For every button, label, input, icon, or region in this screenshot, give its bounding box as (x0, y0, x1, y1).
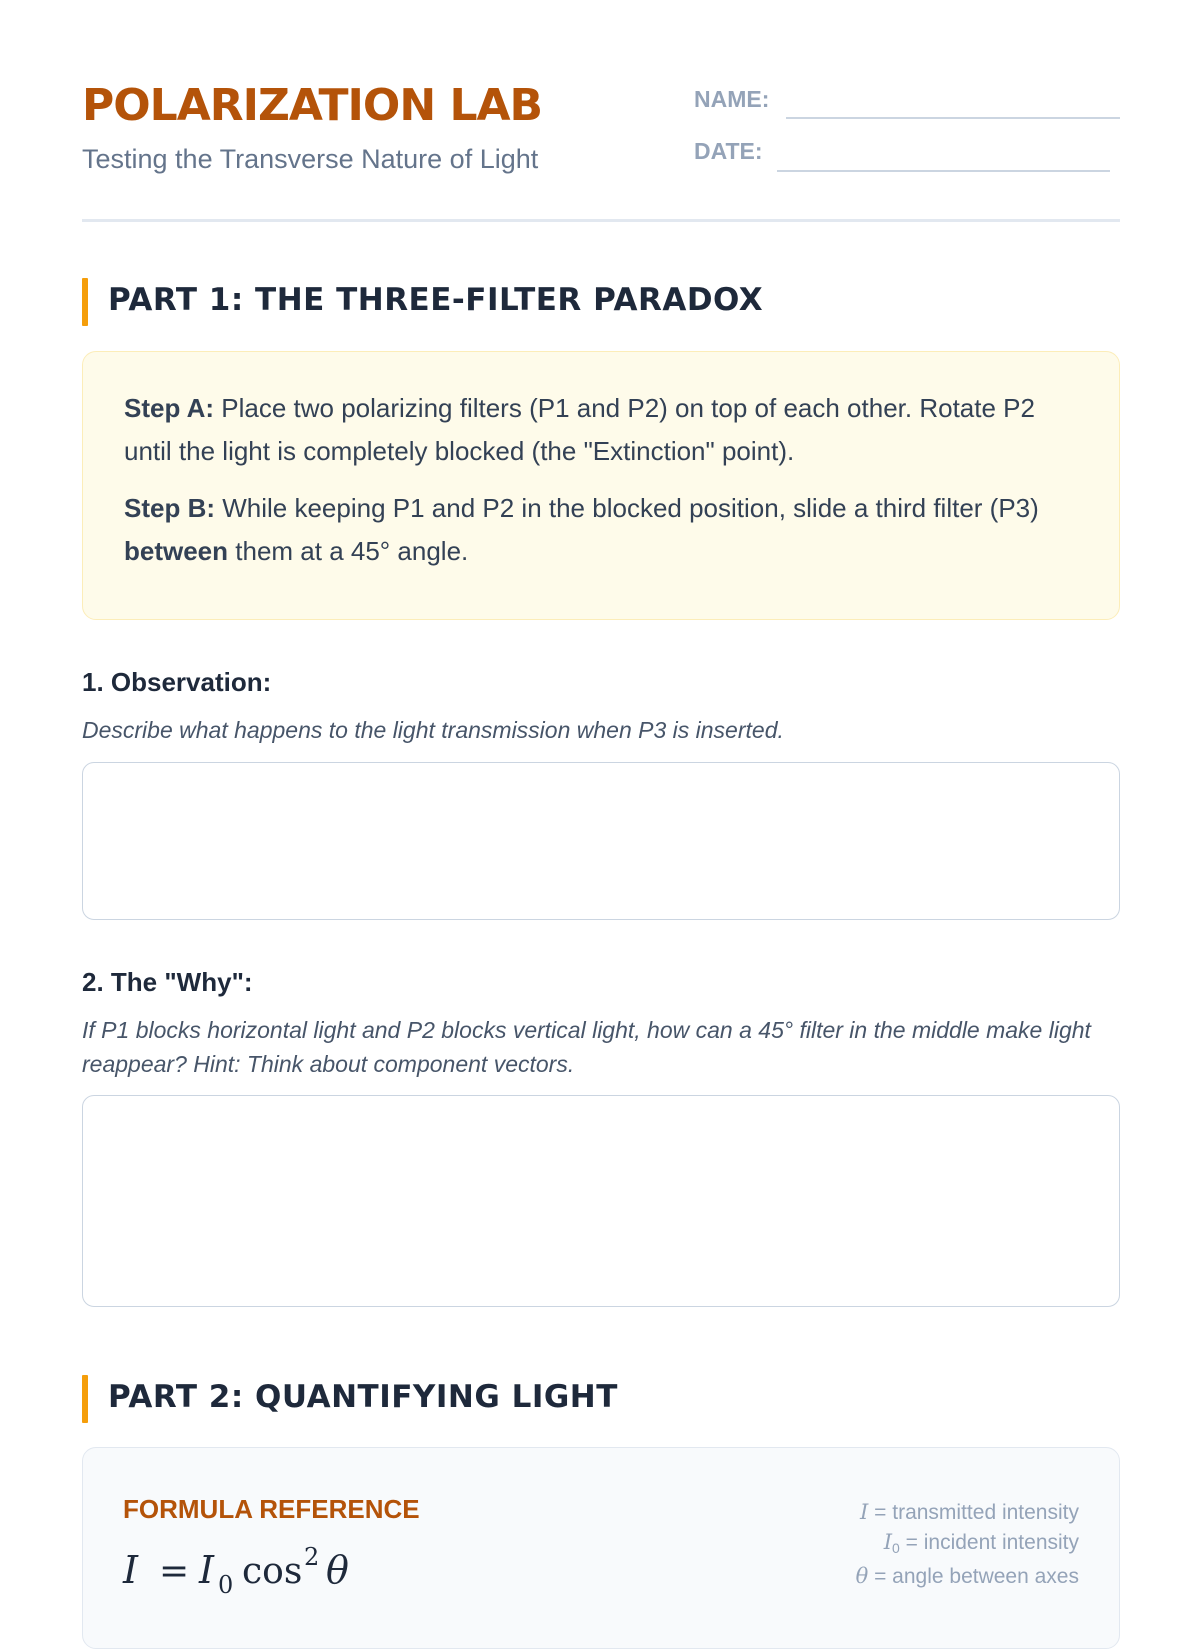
question-2-title: 2. The "Why": (82, 967, 253, 997)
legend-row (759, 1528, 1079, 1563)
question-2-answer-box[interactable] (82, 1095, 1120, 1307)
part1-heading (82, 278, 1120, 326)
part2-heading (82, 1375, 1120, 1423)
name-field[interactable] (786, 117, 1120, 119)
step-b-text-after: them at a 45° angle. (228, 536, 469, 566)
legend-row (759, 1498, 1079, 1528)
question-1-title: 1. Observation: (82, 667, 272, 697)
formula-theta: θ (326, 1548, 349, 1592)
step-b-text-before: While keeping P1 and P2 in the blocked position, slide a third filter (P3) (215, 493, 1039, 523)
question-1-answer-box[interactable] (82, 762, 1120, 920)
legend-symbol: I (860, 1500, 869, 1524)
step-b-label: Step B: (124, 493, 215, 523)
question-2-prompt: If P1 blocks horizontal light and P2 blocks vertical light, how can a 45° filter in the middle make light reappear? Hint: Think about component vectors. (82, 1017, 1091, 1077)
date-field[interactable] (777, 170, 1110, 172)
legend-row (759, 1562, 1079, 1592)
formula-equals: = (159, 1551, 190, 1592)
formula-lhs: I (123, 1548, 139, 1592)
step-a-text: Place two polarizing filters (P1 and P2) on top of each other. Rotate P2 until the light is completely blocked (the "Extinction" point). (124, 393, 1035, 466)
formula-cos: cos (242, 1551, 303, 1592)
formula-reference-box (82, 1447, 1120, 1649)
question-1-prompt: Describe what happens to the light transmission when P3 is inserted. (82, 717, 784, 743)
formula-exponent: 2 (304, 1543, 320, 1571)
formula-heading: FORMULA REFERENCE (123, 1494, 420, 1524)
part1-title: PART 1: THE THREE-FILTER PARADOX (108, 282, 764, 318)
instructions-box (82, 351, 1120, 620)
date-label: DATE: (694, 138, 763, 164)
legend-text: = angle between axes (868, 1565, 1079, 1588)
step-b-emphasis: between (124, 536, 229, 566)
section-accent-bar (82, 1375, 88, 1423)
malus-law-formula (121, 1533, 381, 1603)
step-a (124, 387, 1084, 473)
section-accent-bar (82, 278, 88, 326)
name-label: NAME: (694, 86, 770, 112)
step-b (124, 487, 1084, 573)
legend-symbol: θ (855, 1564, 869, 1588)
legend-subscript: 0 (892, 1539, 900, 1556)
step-a-label: Step A: (124, 393, 215, 423)
formula-i0: I (199, 1548, 215, 1592)
header-divider (82, 219, 1120, 222)
page-subtitle: Testing the Transverse Nature of Light (82, 144, 539, 174)
legend-text: = incident intensity (899, 1530, 1079, 1554)
formula-legend (759, 1498, 1079, 1592)
part2-title: PART 2: QUANTIFYING LIGHT (108, 1379, 618, 1415)
legend-symbol: I (883, 1529, 893, 1554)
legend-text: = transmitted intensity (868, 1501, 1079, 1524)
page-title: POLARIZATION LAB (82, 80, 543, 131)
formula-i0-subscript: 0 (218, 1571, 234, 1599)
